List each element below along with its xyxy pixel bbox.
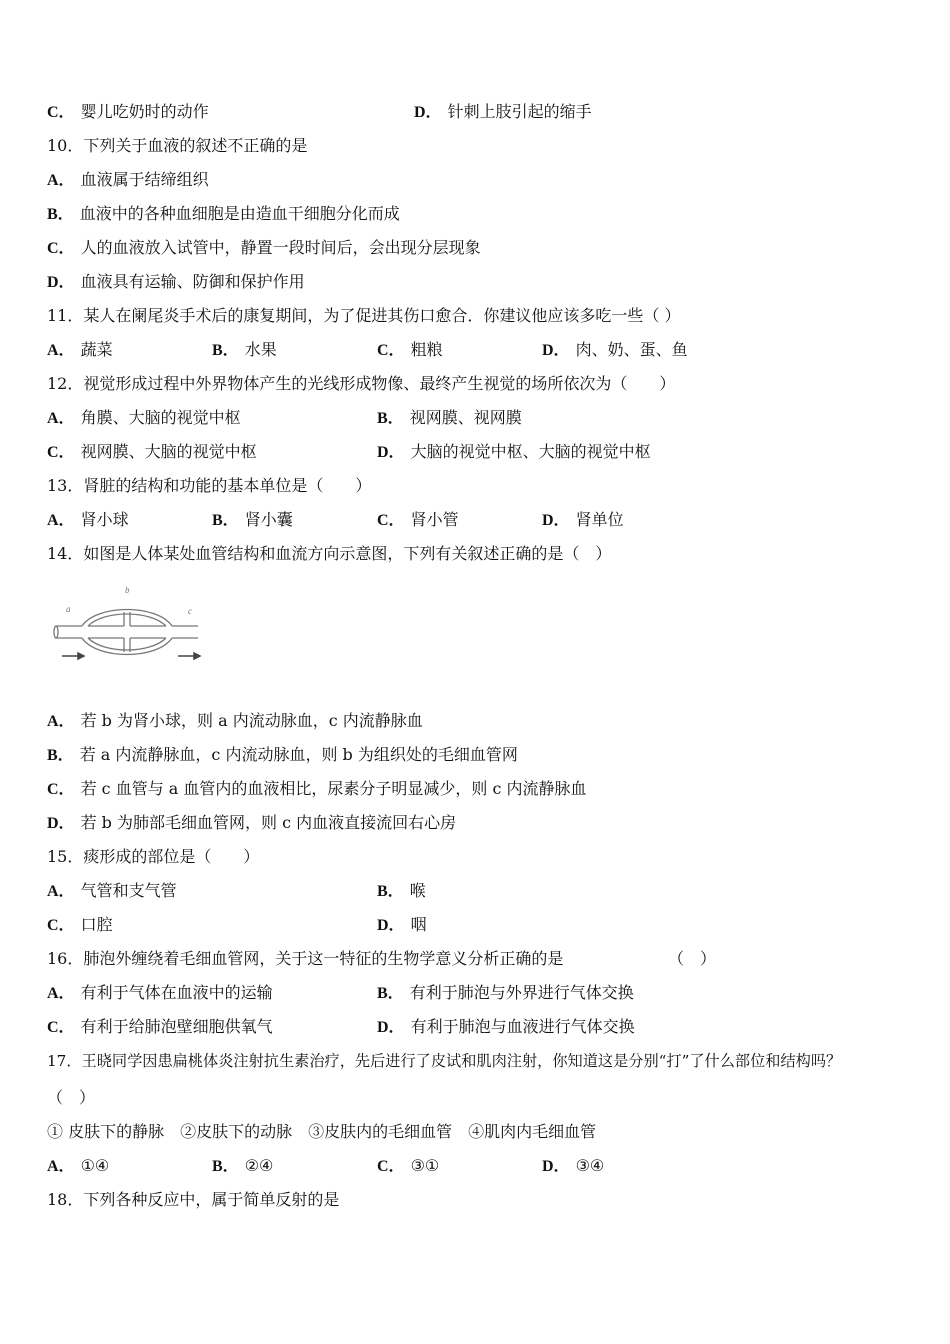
option-c: C． 口腔 (47, 915, 113, 934)
option-d: D． 若 b 为肺部毛细血管网，则 c 内血液直接流回右心房 (47, 813, 457, 832)
question-18-stem: 18．下列各种反应中，属于简单反射的是 (47, 1190, 340, 1209)
option-c: C． 视网膜、大脑的视觉中枢 (47, 442, 257, 461)
option-a: A． 角膜、大脑的视觉中枢 (47, 408, 241, 427)
option-c: C． 粗粮 (377, 340, 443, 359)
option-d: D． 肾单位 (542, 510, 624, 529)
option-c: C． 有利于给肺泡壁细胞供氧气 (47, 1017, 273, 1036)
label-a: a (66, 604, 71, 614)
blood-vessel-diagram (52, 582, 202, 672)
option-d: D． 肉、奶、蛋、鱼 (542, 340, 688, 359)
option-a: A． 气管和支气管 (47, 881, 177, 900)
question-12-stem: 12．视觉形成过程中外界物体产生的光线形成物像、最终产生视觉的场所依次为（ ） (47, 374, 676, 393)
option-d: D． 有利于肺泡与血液进行气体交换 (377, 1017, 635, 1036)
option-d: D． 血液具有运输、防御和保护作用 (47, 272, 305, 291)
option-b: B． 视网膜、视网膜 (377, 408, 522, 427)
option-d: D． 大脑的视觉中枢、大脑的视觉中枢 (377, 442, 651, 461)
option-b: B． 肾小囊 (212, 510, 293, 529)
option-a: A． 血液属于结缔组织 (47, 170, 209, 189)
label-b: b (125, 585, 130, 595)
option-a: A． ①④ (47, 1156, 110, 1175)
option-c: C． 若 c 血管与 a 血管内的血液相比，尿素分子明显减少，则 c 内流静脉血 (47, 779, 587, 798)
option-b: B． 喉 (377, 881, 426, 900)
option-d: D． ③④ (542, 1156, 605, 1175)
option-a: A． 有利于气体在血液中的运输 (47, 983, 273, 1002)
answer-paren: （ ） (47, 1088, 96, 1107)
option-b: B． 若 a 内流静脉血，c 内流动脉血，则 b 为组织处的毛细血管网 (47, 745, 518, 764)
option-d: D． 针刺上肢引起的缩手 (414, 102, 592, 121)
label-c: c (188, 606, 192, 616)
question-11-stem: 11．某人在阑尾炎手术后的康复期间，为了促进其伤口愈合．你建议他应该多吃一些（ ） (47, 306, 681, 325)
question-17-items: ① 皮肤下的静脉 ②皮肤下的动脉 ③皮肤内的毛细血管 ④肌肉内毛细血管 (47, 1122, 597, 1141)
answer-paren: （ ） (668, 949, 717, 968)
option-a: A． 若 b 为肾小球，则 a 内流动脉血，c 内流静脉血 (47, 711, 423, 730)
question-16-stem: 16．肺泡外缠绕着毛细血管网，关于这一特征的生物学意义分析正确的是 (47, 949, 564, 968)
question-15-stem: 15．痰形成的部位是（ ） (47, 847, 260, 866)
option-d: D． 咽 (377, 915, 427, 934)
option-c: C． ③① (377, 1156, 440, 1175)
option-a: A． 蔬菜 (47, 340, 113, 359)
question-13-stem: 13．肾脏的结构和功能的基本单位是（ ） (47, 476, 372, 495)
question-17-stem: 17．王晓同学因患扁桃体炎注射抗生素治疗，先后进行了皮试和肌肉注射，你知道这是分别“打”了什么部位和结构吗？ (47, 1052, 842, 1070)
option-b: B． 血液中的各种血细胞是由造血干细胞分化而成 (47, 204, 400, 223)
option-c: C． 肾小管 (377, 510, 459, 529)
option-b: B． ②④ (212, 1156, 274, 1175)
option-b: B． 水果 (212, 340, 277, 359)
option-c: C． 人的血液放入试管中，静置一段时间后，会出现分层现象 (47, 238, 481, 257)
option-b: B． 有利于肺泡与外界进行气体交换 (377, 983, 634, 1002)
question-14-stem: 14．如图是人体某处血管结构和血流方向示意图，下列有关叙述正确的是（ ） (47, 544, 612, 563)
question-10-stem: 10．下列关于血液的叙述不正确的是 (47, 136, 308, 155)
option-a: A． 肾小球 (47, 510, 129, 529)
option-c: C． 婴儿吃奶时的动作 (47, 102, 209, 121)
